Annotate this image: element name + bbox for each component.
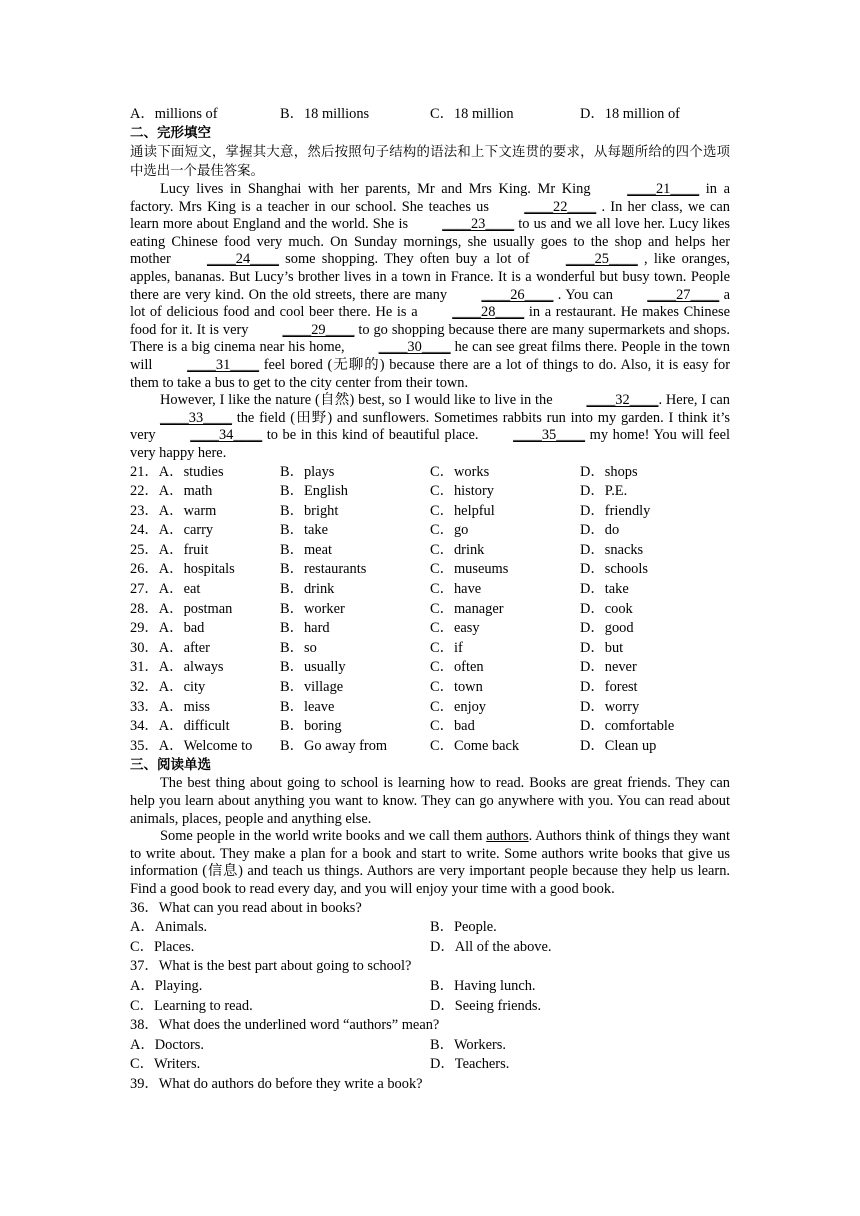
text: to be in this kind of beautiful place. xyxy=(262,427,484,444)
option-d: D．Clean up xyxy=(580,737,657,754)
text: some shopping. They often buy a lot of xyxy=(278,251,536,268)
option-a: 32．A．city xyxy=(130,679,206,696)
option-c: C．drink xyxy=(430,541,485,558)
reading-paragraph-1: The best thing about going to school is learning how to read. Books are great friends. They can help you learn about anything you want to know. They can go anywhere with you. You can read about animals, places, people and anything else. xyxy=(130,775,730,827)
option-d: D．comfortable xyxy=(580,718,675,735)
answer-option: C．Writers. xyxy=(130,1056,201,1073)
text: However, I like the nature (自然) best, so I would like to live in the xyxy=(160,392,557,409)
cloze-paragraph-1 xyxy=(130,181,730,392)
question-option-row xyxy=(130,1055,730,1075)
text: he can see great films there. People in the town will xyxy=(130,339,730,373)
cloze-option-row xyxy=(130,639,730,659)
answer-option: A．Doctors. xyxy=(130,1036,204,1053)
question-option-row xyxy=(130,1036,730,1056)
option-a: 24．A．carry xyxy=(130,522,214,539)
option-c: C．Come back xyxy=(430,737,520,754)
option-d: D．good xyxy=(580,620,634,637)
blank-30: ____30____ xyxy=(378,339,451,356)
cloze-option-row xyxy=(130,600,730,620)
cloze-instruction: 通读下面短文，掌握其大意，然后按照句子结构的语法和上下文连贯的要求，从每题所给的四个选项中选出一个最佳答案。 xyxy=(130,145,730,179)
answer-option: A．Playing. xyxy=(130,977,203,994)
answer-option: D．All of the above. xyxy=(430,938,552,955)
blank-33: ____33____ xyxy=(160,409,232,426)
option-c: C．go xyxy=(430,522,469,539)
option-c: C．easy xyxy=(430,620,480,637)
text: , like oranges, apples, bananas. But Lucy’s brother lives in a town in France. It is a wonderful but busy town. People there are very kind. On the old streets, there are many xyxy=(130,251,730,303)
option-b: B．plays xyxy=(280,463,335,480)
prev-question-options xyxy=(130,105,730,124)
answer-option: D．Seeing friends. xyxy=(430,997,542,1014)
option-b: B．hard xyxy=(280,620,330,637)
cloze-option-row xyxy=(130,580,730,600)
cloze-option-row xyxy=(130,541,730,561)
option-a: 35．A．Welcome to xyxy=(130,737,253,754)
blank-32: ____32____ xyxy=(586,392,659,409)
text: feel bored (无聊的) because there are a lot of things to do. Also, it is easy for them to take a bus to get to the city center from their town. xyxy=(130,356,730,391)
blank-28: ____28____ xyxy=(452,304,525,321)
blank-25: ____25____ xyxy=(565,251,638,268)
underlined-word-authors: authors xyxy=(486,828,529,845)
reading-questions xyxy=(130,899,730,1095)
cloze-option-row xyxy=(130,619,730,639)
question-option-row xyxy=(130,918,730,938)
option-a: 28．A．postman xyxy=(130,600,233,617)
option-d: D．but xyxy=(580,639,624,656)
option-d: D．P.E. xyxy=(580,483,628,500)
section-title-cloze: 二、完形填空 xyxy=(130,125,211,141)
section-title-reading: 三、阅读单选 xyxy=(130,757,211,774)
question-stem: 39．What do authors do before they write a book? xyxy=(130,1075,423,1092)
option-c: C．18 million xyxy=(430,105,514,122)
option-a: 29．A．bad xyxy=(130,620,205,637)
text: in a restaurant. He makes Chinese food for it. It is very xyxy=(130,304,730,338)
question-option-row xyxy=(130,977,730,997)
answer-option: C．Learning to read. xyxy=(130,997,253,1014)
text: Lucy lives in Shanghai with her parents, Mr and Mrs King. Mr King xyxy=(160,181,598,197)
question-option-row xyxy=(130,938,730,958)
option-d: D．snacks xyxy=(580,541,644,558)
cloze-option-row xyxy=(130,463,730,483)
cloze-option-row xyxy=(130,482,730,502)
question-stem: 38．What does the underlined word “authors” mean? xyxy=(130,1017,440,1034)
text: a lot of delicious food and cool beer there. He is a xyxy=(130,286,730,321)
option-b: B．take xyxy=(280,522,328,539)
option-a: 25．A．fruit xyxy=(130,541,209,558)
option-d: D．never xyxy=(580,659,637,676)
option-b: B．village xyxy=(280,679,344,696)
cloze-option-row xyxy=(130,698,730,718)
option-b: B．bright xyxy=(280,502,339,519)
question-option-row xyxy=(130,997,730,1017)
option-c: C．often xyxy=(430,659,484,676)
option-a: 22．A．math xyxy=(130,483,213,500)
option-b: B．English xyxy=(280,483,348,500)
blank-21: ____21____ xyxy=(627,181,700,197)
answer-option: B．Having lunch. xyxy=(430,977,536,994)
option-a: 23．A．warm xyxy=(130,502,217,519)
blank-34: ____34____ xyxy=(190,427,263,444)
option-a: 34．A．difficult xyxy=(130,718,230,735)
option-c: C．history xyxy=(430,483,494,500)
option-b: B．restaurants xyxy=(280,561,367,578)
answer-option: B．Workers. xyxy=(430,1036,506,1053)
option-c: C．museums xyxy=(430,561,509,578)
option-b: B．18 millions xyxy=(280,105,370,122)
cloze-option-row xyxy=(130,678,730,698)
blank-23: ____23____ xyxy=(442,216,515,233)
option-b: B．leave xyxy=(280,698,335,715)
option-c: C．have xyxy=(430,581,482,598)
answer-option: B．People. xyxy=(430,919,497,936)
cloze-options xyxy=(130,463,730,757)
question-stem: 37．What is the best part about going to school? xyxy=(130,958,412,975)
text: to us and we all love her. Lucy likes eating Chinese food very much. On Sunday mornings, she usually goes to the shop and helps her mother xyxy=(130,216,730,268)
answer-option: A．Animals. xyxy=(130,919,208,936)
option-b: B．drink xyxy=(280,581,335,598)
option-d: D．worry xyxy=(580,698,640,715)
option-a: 30．A．after xyxy=(130,639,210,656)
text: the field (田野) and sunflowers. Sometimes rabbits run into my garden. I think it’s very xyxy=(130,409,730,444)
blank-24: ____24____ xyxy=(207,251,279,268)
option-b: B．boring xyxy=(280,718,342,735)
text: . You can xyxy=(553,286,618,303)
cloze-option-row xyxy=(130,560,730,580)
text: Some people in the world write books and we call them xyxy=(160,828,487,845)
option-d: D．schools xyxy=(580,561,648,578)
blank-27: ____27____ xyxy=(647,286,720,303)
option-c: C．helpful xyxy=(430,502,495,519)
option-a: 33．A．miss xyxy=(130,698,210,715)
option-b: B．Go away from xyxy=(280,737,388,754)
option-a: 21．A．studies xyxy=(130,463,224,480)
text: to go shopping because there are many supermarkets and shops. There is a big cinema near his home, xyxy=(130,321,731,356)
option-a: 31．A．always xyxy=(130,659,224,676)
blank-31: ____31____ xyxy=(187,356,260,373)
text: . Authors think of things they want to write about. They make a plan for a book and start to write. Some authors write books that give us information (信息) and teach us things. Authors are very important people because they help us learn. Find a good book to read every day, and you will enjoy your time with a good book. xyxy=(130,828,730,897)
text: . Here, I can xyxy=(658,392,730,409)
blank-35: ____35____ xyxy=(513,427,586,444)
answer-option: D．Teachers. xyxy=(430,1056,510,1073)
option-d: D．do xyxy=(580,522,620,539)
option-b: B．so xyxy=(280,639,317,656)
cloze-option-row xyxy=(130,717,730,737)
text: in a factory. Mrs King is a teacher in our school. She teaches us xyxy=(130,181,730,215)
option-d: D．18 million of xyxy=(580,105,680,122)
page-content xyxy=(130,105,730,1095)
option-d: D．forest xyxy=(580,679,638,696)
cloze-option-row xyxy=(130,521,730,541)
reading-paragraph-2 xyxy=(130,828,730,898)
text: my home! You will feel very happy here. xyxy=(130,427,730,461)
question-stem: 36．What can you read about in books? xyxy=(130,899,362,916)
option-c: C．town xyxy=(430,679,483,696)
option-c: C．manager xyxy=(430,600,504,617)
blank-22: ____22____ xyxy=(524,198,597,215)
text: . In her class, we can learn more about England and the world. She is xyxy=(130,198,730,233)
option-c: C．works xyxy=(430,463,490,480)
answer-option: C．Places. xyxy=(130,938,195,955)
option-d: D．take xyxy=(580,581,629,598)
cloze-paragraph-2 xyxy=(130,392,730,462)
option-c: C．enjoy xyxy=(430,698,486,715)
option-d: D．friendly xyxy=(580,502,651,519)
option-a: 26．A．hospitals xyxy=(130,561,235,578)
option-b: B．usually xyxy=(280,659,346,676)
blank-26: ____26____ xyxy=(481,286,554,303)
option-c: C．if xyxy=(430,639,463,656)
option-d: D．cook xyxy=(580,600,633,617)
blank-29: ____29____ xyxy=(282,321,355,338)
option-d: D．shops xyxy=(580,463,638,480)
option-b: B．worker xyxy=(280,600,345,617)
cloze-option-row xyxy=(130,737,730,757)
cloze-option-row xyxy=(130,502,730,522)
option-c: C．bad xyxy=(430,718,475,735)
option-a: 27．A．eat xyxy=(130,581,201,598)
option-b: B．meat xyxy=(280,541,332,558)
cloze-option-row xyxy=(130,658,730,678)
option-a: A．millions of xyxy=(130,105,218,122)
